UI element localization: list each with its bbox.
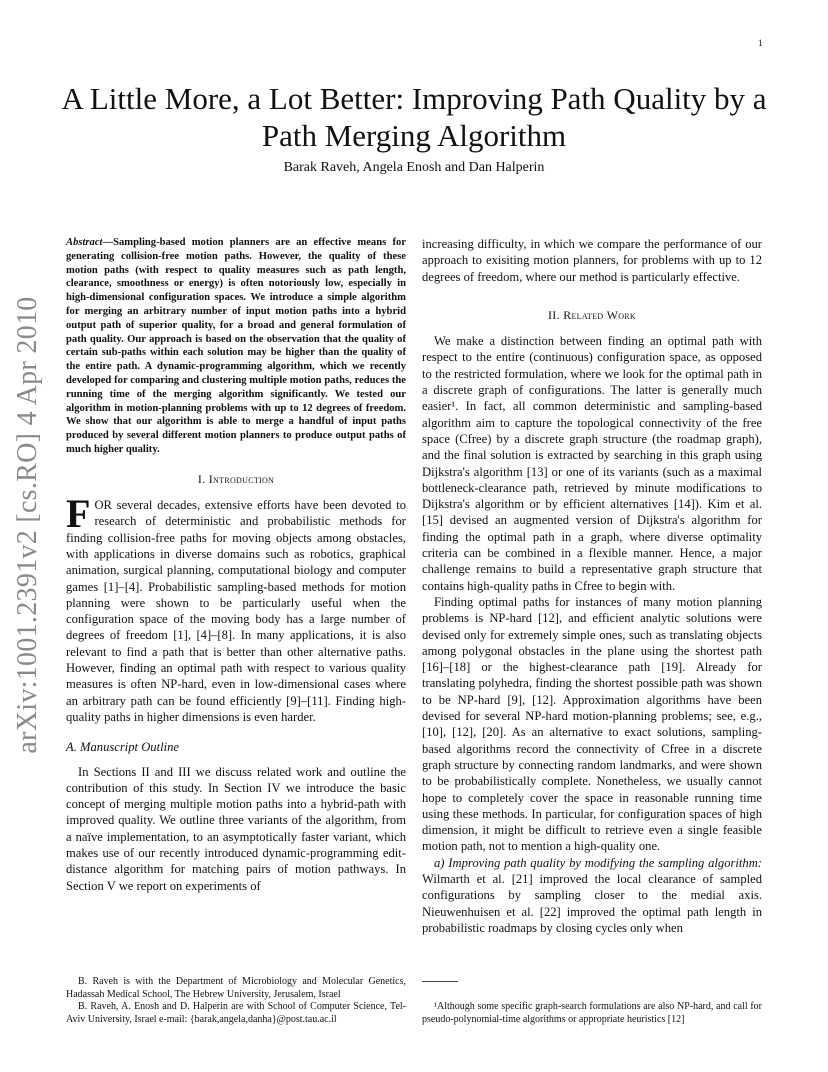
arxiv-stamp [6,296,50,754]
section-heading-introduction: I. Introduction [197,471,275,486]
paper-authors: Barak Raveh, Angela Enosh and Dan Halperin [283,160,545,175]
right-paragraph-0: increasing difficulty, in which we compare the performance of our approach to exisiting motion planners, for problems with up to 12 degrees of freedom, where our method is particularly effective. [422,237,762,284]
drop-cap: F [66,491,91,537]
paper-title: A Little More, a Lot Better: Improving Path Quality by a Path Merging Algorithm [61,81,767,153]
related-paragraph-1: We make a distinction between finding an optimal path with respect to the entire (continuous) configuration space, as opposed to the restricted formulation, where we look for the optimal path in a discrete graph of configurations. The latter is generally much easier¹. In fact, all common deterministic and sampling-based algorithm aim to capture the topological connectivity of the free space (Cfree) by a discrete graph structure (the roadmap graph), and the final solution is extracted by searching in this graph using Dijkstra's algorithm [13] or one of its variants (such as a maximal bottleneck-clearance path, retrieved by minute modifications to Dijkstra's algorithm or by efficient alternatives [14]). Kim et al. [15] devised an augmented version of Dijkstra's algorithm for finding the optimal path in a graph, where diverse optimality criteria can be combined in a flexible manner. Hence, a major challenge remains to build a representative graph structure that contains high-quality paths in Cfree to begin with. [422,334,762,593]
section-heading-related-work: II. Related Work [547,307,637,322]
related-paragraph-2: Finding optimal paths for instances of many motion planning problems is NP-hard [12], and efficient analytic solutions were devised only for extremely simple ones, such as translating objects among polygonal obstacles in the plane using the shortest path [16]–[18] or the highest-clearance path [19]. Already for translating polyhedra, finding the shortest possible path was shown to be NP-hard [9], [12]. Approximation algorithms have been devised for several NP-hard motion-planning problems; see, e.g., [10], [12], [20]. As an alternative to exact solutions, sampling-based algorithms record the connectivity of Cfree in a discrete graph structure by connecting random landmarks, and were shown to be probabilistically complete. Nonetheless, we usually cannot hope to completely cover the space in reasonable running time using these methods. In particular, for configuration spaces of high dimension, it might be difficult to retrieve even a single feasible motion path, not to mention a high-quality one. [422,594,762,854]
abstract [66,236,406,457]
intro-paragraph-1: FOR several decades, extensive efforts have been devoted to research of deterministic and probabilistic methods for finding collision-free paths for moving objects among obstacles, with applications in diverse domains such as robotics, graphical animation, surgical planning, computational biology and computer games [1]–[4]. Probabilistic sampling-based methods for motion planning were shown to be particularly useful when the configuration space of the moving body has a large number of degrees of freedom [1], [4]–[8]. In many applications, it is also relevant to find a path that is better than other alternative paths. However, finding an optimal path with respect to various quality measures is often NP-hard, even in low-dimensional cases where an arbitrary path can be found efficiently [9]–[11]. Finding high-quality paths in higher dimensions is even harder. [66,491,406,724]
right-column [422,236,762,936]
abstract-label: Abstract [66,237,103,248]
left-footnotes [66,976,406,1026]
footnote-affiliation-2: B. Raveh, A. Enosh and D. Halperin are with School of Computer Science, Tel-Aviv University, Israel e-mail: {barak,angela,danha}@post.tau.ac.il [66,1001,406,1025]
left-column [66,236,406,894]
page-number: 1 [758,38,763,48]
footnote-1: ¹Although some specific graph-search formulations are also NP-hard, and call for pseudo-polynomial-time algorithms or appropriate heuristics [12] [422,1001,762,1025]
abstract-text: —Sampling-based motion planners are an effective means for generating collision-free motion paths. However, the quality of these motion paths (with respect to quality measures such as path length, clearance, smoothness or energy) is often notoriously low, especially in high-dimensional configuration spaces. We introduce a simple algorithm for merging an arbitrary number of input motion paths into a hybrid output path of superior quality, for a broad and general formulation of path quality. Our approach is based on the observation that the quality of certain sub-paths within each solution may be higher than the quality of the entire path. A dynamic-programming algorithm, which we recently developed for comparing and clustering multiple motion paths, reduces the running time of the merging algorithm significantly. We tested our algorithm in motion-planning problems with up to 12 degrees of freedom. We show that our algorithm is able to merge a handful of input paths produced by several different motion planners to produce output paths of much higher quality. [66,237,406,455]
arxiv-id: arXiv:1001.2391v2 [cs.RO] 4 Apr 2010 [12,296,43,754]
intro-paragraph-2: In Sections II and III we discuss related work and outline the contribution of this study. In Section IV we introduce the basic concept of merging multiple motion paths into a hybrid-path with improved quality. We outline three variants of the algorithm, from a naïve implementation, to an asymptotically faster variant, which makes use of our recently introduced dynamic-programming edit-distance algorithm for matching pairs of motion pathways. In Section V we report on experiments of [66,764,406,893]
related-paragraph-3: a) Improving path quality by modifying the sampling algorithm: Wilmarth et al. [21] improved the local clearance of sampled configurations by sampling closer to the medial axis. Nieuwenhuisen et al. [22] improved the optimal path length in probabilistic roadmaps by closing cycles only when [422,855,762,935]
subsection-heading-outline: A. Manuscript Outline [66,740,179,755]
footnote-rule [422,981,458,982]
right-footnote [422,1001,762,1026]
footnote-affiliation-1: B. Raveh is with the Department of Microbiology and Molecular Genetics, Hadassah Medical School, The Hebrew University, Jerusalem, Israel [66,976,406,1000]
